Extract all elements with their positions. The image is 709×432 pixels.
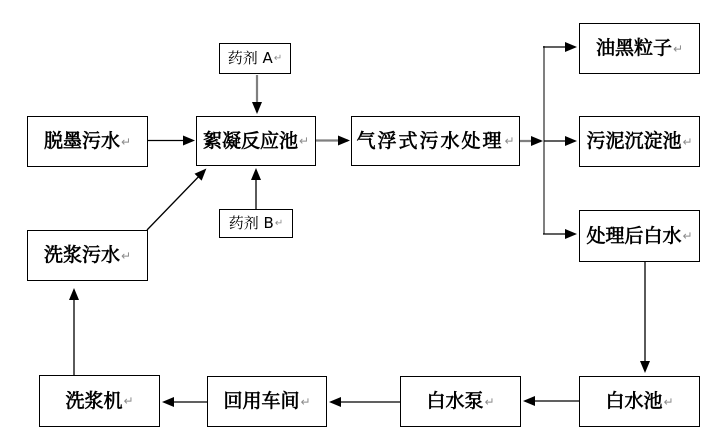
node-label: 洗浆机 <box>65 389 123 412</box>
paragraph-mark-icon: ↵ <box>672 41 684 56</box>
paragraph-mark-icon: ↵ <box>298 134 310 148</box>
node-oil-black-particles <box>579 23 700 74</box>
node-deinking-wastewater <box>27 116 148 167</box>
node-label: 白水池 <box>605 390 663 412</box>
paragraph-mark-icon: ↵ <box>484 394 495 409</box>
node-label: 絮凝反应池 <box>202 129 298 152</box>
node-label: 回用车间 <box>223 390 300 412</box>
node-pulp-washer <box>39 375 160 427</box>
node-agent-b <box>219 209 293 238</box>
arrow-washing-wastewater-to-flocculation <box>147 170 205 230</box>
node-label: 油黑粒子 <box>595 37 672 59</box>
node-white-water-tank <box>579 376 700 427</box>
paragraph-mark-icon: ↵ <box>300 394 311 409</box>
node-air-flotation-treatment <box>351 116 520 166</box>
paragraph-mark-icon: ↵ <box>682 229 693 243</box>
node-treated-white-water <box>579 210 700 262</box>
node-label: 药剂 A <box>227 49 273 67</box>
paragraph-mark-icon: ↵ <box>273 52 283 64</box>
paragraph-mark-icon: ↵ <box>663 394 674 409</box>
node-label: 气浮式污水处理 <box>356 129 504 152</box>
paragraph-mark-icon: ↵ <box>504 134 515 148</box>
node-label: 白水泵 <box>426 390 484 412</box>
node-reuse-workshop <box>207 376 327 427</box>
node-label: 洗浆污水 <box>43 244 120 266</box>
node-label: 污泥沉淀池 <box>586 130 682 152</box>
node-sludge-sedimentation-tank <box>579 116 700 167</box>
node-label: 处理后白水 <box>586 224 682 247</box>
node-label: 脱墨污水 <box>43 130 120 152</box>
node-flocculation-reaction-tank <box>196 116 316 166</box>
node-agent-a <box>219 43 291 74</box>
paragraph-mark-icon: ↵ <box>120 248 132 263</box>
paragraph-mark-icon: ↵ <box>274 217 284 229</box>
node-white-water-pump <box>400 376 521 427</box>
node-pulp-washing-wastewater <box>27 230 148 281</box>
paragraph-mark-icon: ↵ <box>120 134 132 149</box>
paragraph-mark-icon: ↵ <box>682 134 693 149</box>
paragraph-mark-icon: ↵ <box>123 394 134 408</box>
node-label: 药剂 B <box>228 214 274 232</box>
